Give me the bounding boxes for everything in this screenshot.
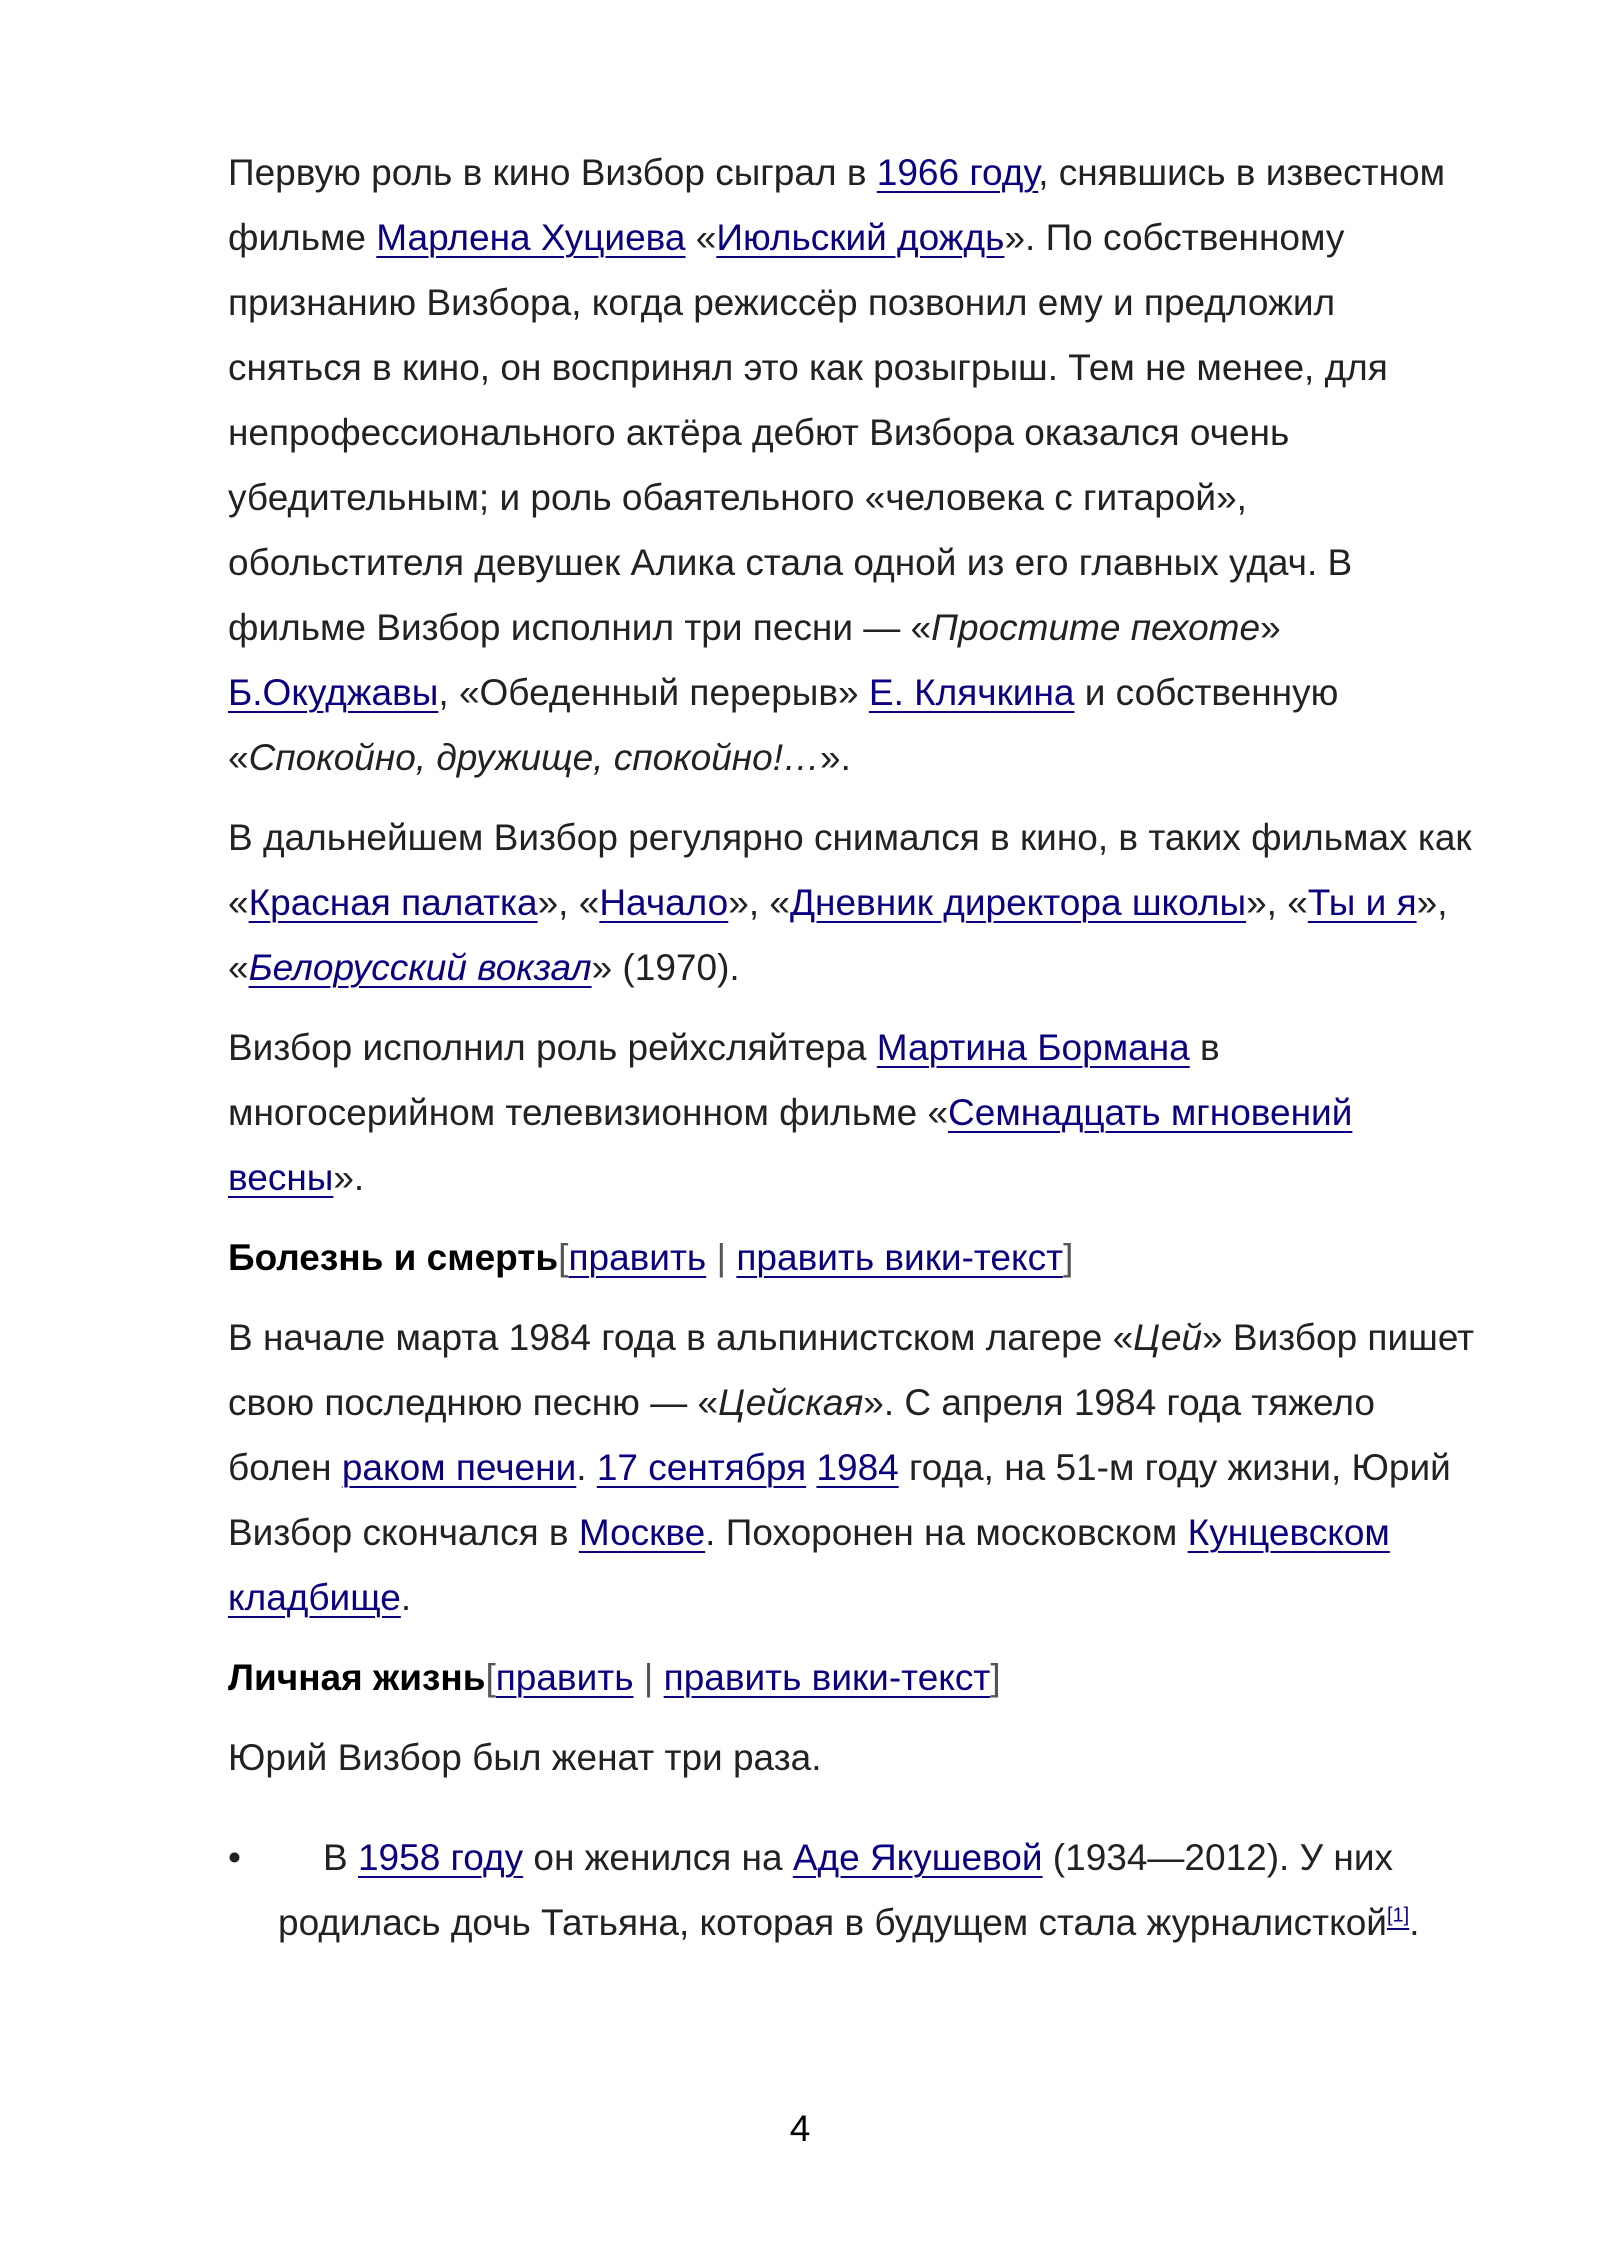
link-seventeen-moments[interactable]: Семнадцать мгновений весны (228, 1092, 1353, 1198)
text: ». По собственному признанию Визбора, когда режиссёр позвонил ему и предложил сняться в кино, он воспринял это как розыгрыш. Тем не менее, для непрофессионального актёра дебют Визбора оказался очень убедительным; и роль обаятельного «человека с гитарой», обольстителя девушек Алика стала одной из его главных удач. В фильме Визбор исполнил три песни — « (228, 217, 1388, 648)
separator: | (706, 1237, 737, 1278)
text: . Похоронен на московском (705, 1512, 1188, 1553)
text: », « (1246, 882, 1308, 923)
link-kuntsevo-cemetery[interactable]: Кунцевском кладбище (228, 1512, 1390, 1618)
text (806, 1447, 816, 1488)
text: Визбор исполнил роль рейхсляйтера (228, 1027, 877, 1068)
link-moscow[interactable]: Москве (578, 1512, 706, 1553)
section-title: Болезнь и смерть (228, 1237, 559, 1278)
song-title: Спокойно, дружище, спокойно!… (248, 737, 821, 778)
section-title: Личная жизнь (228, 1657, 486, 1698)
link-you-and-me[interactable]: Ты и я (1307, 882, 1417, 923)
link-okudzhava[interactable]: Б.Окуджавы (228, 672, 439, 713)
reference-link[interactable]: [1] (1386, 1904, 1410, 1927)
text: » (1260, 607, 1281, 648)
edit-wiki-link[interactable]: править вики-текст (663, 1657, 991, 1698)
edit-wiki-link[interactable]: править вики-текст (736, 1237, 1064, 1278)
link-bormann[interactable]: Мартина Бормана (876, 1027, 1190, 1068)
link-klyachkin[interactable]: Е. Клячкина (868, 672, 1075, 713)
paragraph-films (228, 805, 1478, 1000)
paragraph-marriages: Юрий Визбор был женат три раза. (228, 1737, 822, 1778)
text: , снявшись в известном фильме (228, 152, 1446, 258)
link-liver-cancer[interactable]: раком печени (341, 1447, 577, 1488)
camp-name: Цей (1133, 1317, 1203, 1358)
text: . (576, 1447, 597, 1488)
text: В начале марта 1984 года в альпинистском лагере « (228, 1317, 1134, 1358)
link-nachalo[interactable]: Начало (599, 882, 729, 923)
text: . (400, 1577, 412, 1618)
link-diary[interactable]: Дневник директора школы (789, 882, 1247, 923)
bullet-icon: • (228, 1837, 241, 1878)
list-item (228, 1825, 1478, 1955)
link-red-tent[interactable]: Красная палатка (248, 882, 538, 923)
text: В (323, 1837, 358, 1878)
text: ». (820, 737, 851, 778)
text: , «Обеденный перерыв» (438, 672, 869, 713)
link-khutsiev[interactable]: Марлена Хуциева (376, 217, 686, 258)
text: », « (228, 882, 1448, 988)
marriages-list (228, 1825, 1478, 1955)
paragraph-bormann (228, 1015, 1478, 1210)
link-1984[interactable]: 1984 (816, 1447, 899, 1488)
text: В дальнейшем Визбор регулярно снимался в кино, в таких фильмах как « (228, 817, 1472, 923)
text: в многосерийном телевизионном фильме « (228, 1027, 1220, 1133)
link-1958[interactable]: 1958 году (357, 1837, 524, 1878)
text: », « (728, 882, 790, 923)
page-number: 4 (789, 2108, 811, 2149)
text: » Визбор пишет свою последнюю песню — « (228, 1317, 1475, 1423)
text: » (1970). (591, 947, 740, 988)
bracket: [ (485, 1657, 496, 1698)
separator: | (633, 1657, 664, 1698)
section-heading-personal (228, 1645, 1478, 1710)
bracket: [ (558, 1237, 569, 1278)
text: », « (537, 882, 600, 923)
section-heading-illness (228, 1225, 1478, 1290)
text: года, на 51-м году жизни, Юрий Визбор скончался в (228, 1447, 1451, 1553)
text: ». С апреля 1984 года тяжело болен (228, 1382, 1375, 1488)
paragraph-death (228, 1305, 1478, 1630)
article-content (228, 140, 1478, 1955)
text: Первую роль в кино Визбор сыграл в (228, 152, 877, 193)
text: . (1409, 1902, 1420, 1943)
song-title: Простите пехоте (931, 607, 1261, 648)
bracket: ] (990, 1657, 1001, 1698)
edit-link[interactable]: править (568, 1237, 707, 1278)
text: ». (333, 1157, 365, 1198)
edit-link[interactable]: править (495, 1657, 634, 1698)
song-title: Цейская (718, 1382, 864, 1423)
link-july-rain[interactable]: Июльский дождь (716, 217, 1005, 258)
text: (1934—2012). У них родилась дочь Татьяна, которая в будущем стала журналисткой (278, 1837, 1394, 1943)
link-belorussky[interactable]: Белорусский вокзал (248, 947, 592, 988)
link-1966[interactable]: 1966 году (876, 152, 1039, 193)
text: « (685, 217, 717, 258)
link-september-17[interactable]: 17 сентября (596, 1447, 807, 1488)
link-ada-yakusheva[interactable]: Аде Якушевой (792, 1837, 1043, 1878)
bracket: ] (1063, 1237, 1074, 1278)
text: он женился на (523, 1837, 793, 1878)
text: и собственную « (228, 672, 1339, 778)
paragraph-first-role (228, 140, 1478, 790)
